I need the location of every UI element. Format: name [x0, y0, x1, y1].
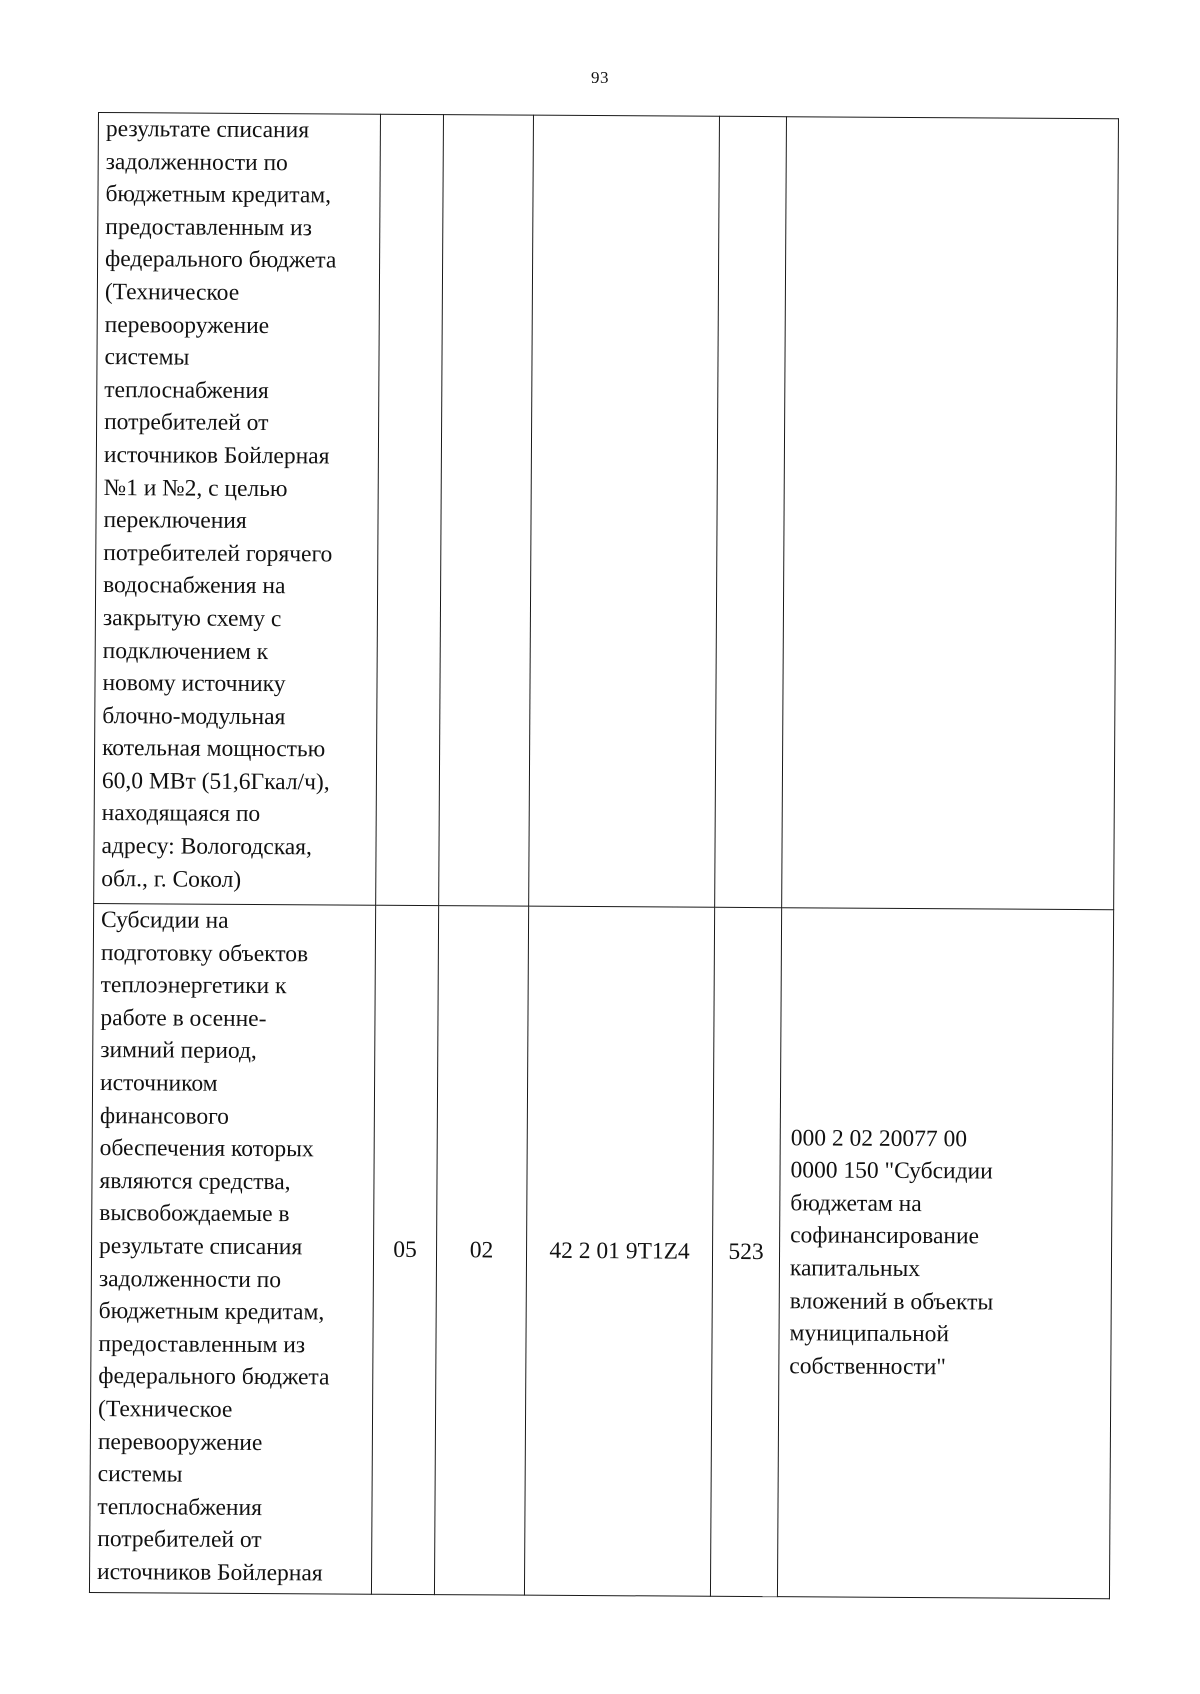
subsection-code-cell: 02: [434, 906, 528, 1596]
section-code-cell: [376, 114, 444, 905]
table-row: [94, 113, 1119, 910]
expense-description-cell: результате списания задолженности по бюджетным кредитам, предоставленным из федерального бюджета (Техническое перевооружение системы теплоснабжения потребителей от источников Бойлерная №1 и №2, с целью переключения потребителей горячего водоснабжения на закрытую схему с подключением к новому источнику блочно-модульная котельная мощностью 60,0 МВт (51,6Гкал/ч), находящаяся по адресу: Вологодская, обл., г. Сокол): [94, 113, 381, 906]
expense-type-cell: [715, 116, 787, 907]
section-code-cell: 05: [371, 905, 438, 1594]
table-row: [89, 903, 1113, 1598]
budget-allocation-table: [89, 112, 1119, 1599]
target-article-cell: 42 2 01 9T1Z4: [524, 906, 714, 1596]
subsection-code-cell: [439, 115, 534, 907]
income-code-cell: 000 2 02 20077 00 0000 150 "Субсидии бюджетам на софинансирование капитальных вложений в объекты муниципальной собственности": [777, 908, 1113, 1599]
target-article-cell: [529, 115, 720, 907]
expense-type-cell: 523: [710, 907, 781, 1596]
page-number: 93: [591, 68, 609, 87]
expense-description-cell: Субсидии на подготовку объектов теплоэнергетики к работе в осенне- зимний период, источником финансового обеспечения которых являются средства, высвобождаемые в результате списания задолженности по бюджетным кредитам, предоставленным из федерального бюджета (Техническое перевооружение системы теплоснабжения потребителей от источников Бойлерная: [89, 903, 375, 1594]
income-code-cell: [782, 117, 1119, 910]
